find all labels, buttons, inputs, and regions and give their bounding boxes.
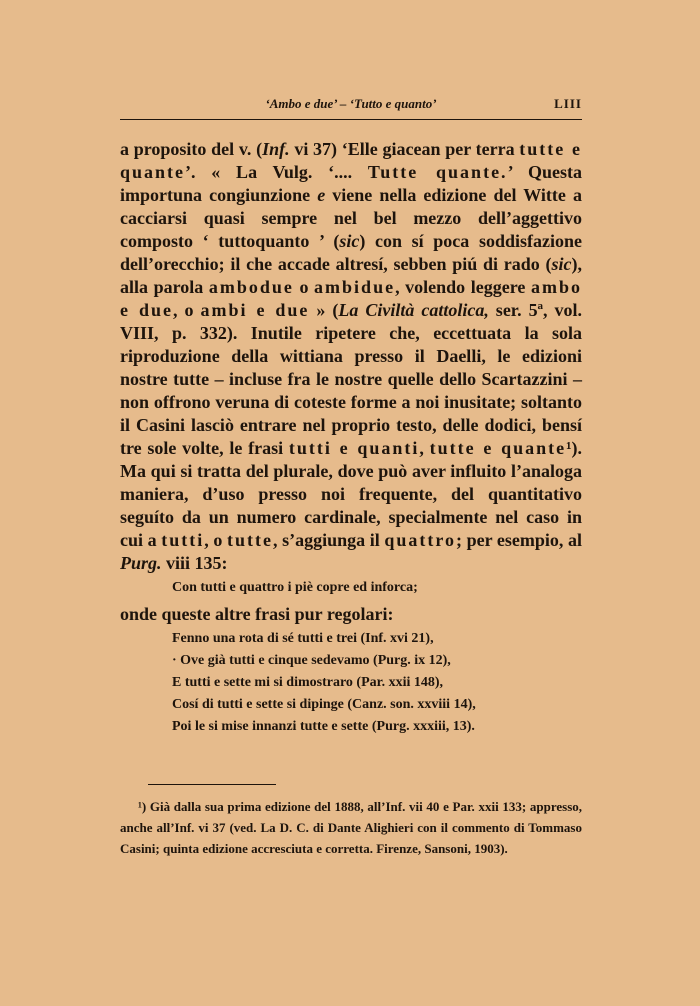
running-title: ‘Ambo e due’ – ‘Tutto e quanto’ [265, 96, 437, 111]
block-quote: Con tutti e quattro i piè copre ed inforca; [172, 580, 418, 595]
page-number: LIII [554, 96, 582, 111]
main-text [120, 138, 582, 738]
running-header [120, 96, 582, 118]
verse-line: Cosí di tutti e sette si dipinge (Canz. son. xxviii 14), [172, 697, 476, 712]
verse-block [172, 628, 582, 738]
footnote-rule [148, 784, 276, 785]
header-rule [120, 119, 582, 120]
paragraph-1: a proposito del v. (Inf. vi 37) ‘Elle giacean per terra tutte e quante’. « La Vulg. ‘.... Tutte quante.’ Questa importuna congiunzione e viene nella edizione del Witte a cacciarsi quasi sempre nel bel mezzo dell’aggettivo composto ‘ tuttoquanto ’ (sic) con sí poca soddisfazione dell’orecchio; il che accade altresí, sebben piú di rado (sic), alla parola ambodue o ambidue, volendo leggere ambo e due, o ambi e due » (La Civiltà cattolica, ser. 5ª, vol. VIII, p. 332). Inutile ripetere che, eccettuata la sola riproduzione della wittiana presso il Daelli, le edizioni nostre tutte – incluse fra le nostre quelle dello Scartazzini – non offrono veruna di coteste forme a noi inusitate; soltanto il Casini lasciò entrare nel proprio testo, delle dodici, bensí tre sole volte, le frasi tutti e quanti, tutte e quante¹). Ma qui si tratta del plurale, dove può aver influito l’analoga maniera, d’uso presso noi frequente, del quantitativo seguíto da un numero cardinale, specialmente nel caso in cui a tutti, o tutte, s’aggiunga il quattro; per esempio, al Purg. viii 135: [120, 139, 583, 573]
verse-line: Poi le si mise innanzi tutte e sette (Purg. xxxiii, 13). [172, 719, 475, 734]
paragraph-2: onde queste altre frasi pur regolari: [120, 604, 394, 624]
footnote: ¹) Già dalla sua prima edizione del 1888, all’Inf. vii 40 e Par. xxii 133; appresso, anche all’Inf. vi 37 (ved. La D. C. di Dante Alighieri con il commento di Tommaso Casini; quinta edizione accresciuta e corretta. Firenze, Sansoni, 1903). [120, 799, 582, 856]
verse-line: Fenno una rota di sé tutti e trei (Inf. xvi 21), [172, 631, 434, 646]
verse-line: E tutti e sette mi si dimostraro (Par. xxii 148), [172, 675, 444, 690]
verse-line: · Ove già tutti e cinque sedevamo (Purg. ix 12), [172, 653, 451, 668]
